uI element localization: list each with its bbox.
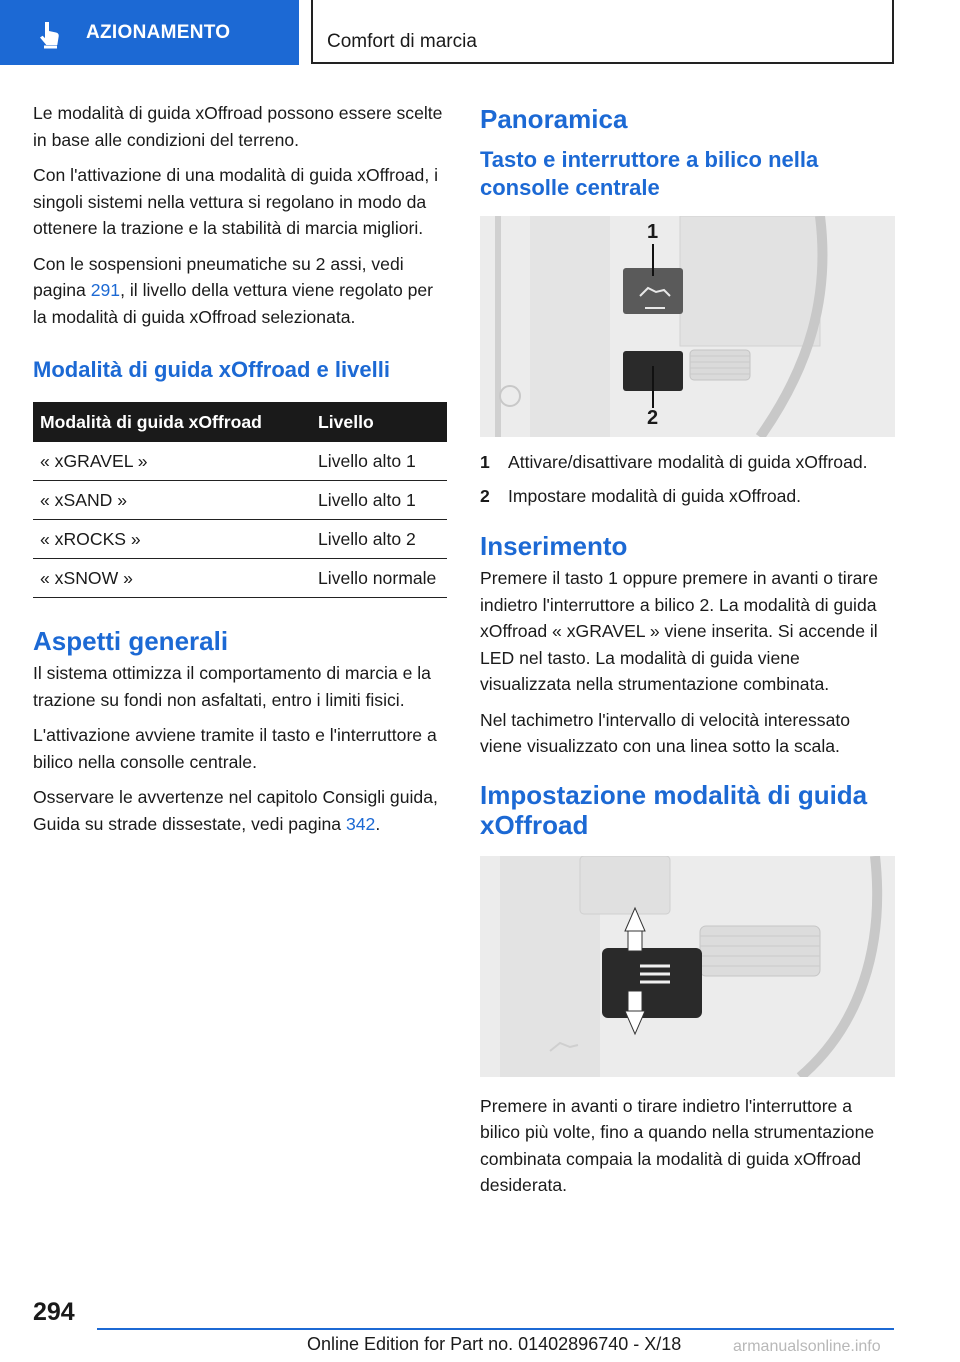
watermark: armanualsonline.info <box>733 1338 881 1355</box>
left-column <box>33 100 447 846</box>
list-item <box>480 483 895 510</box>
table-row <box>33 559 447 598</box>
callout-1: 1 <box>647 221 659 243</box>
general-text-end: . <box>375 813 381 834</box>
callout-2: 2 <box>647 407 659 429</box>
overview-heading: Panoramica <box>480 104 628 134</box>
general-heading: Aspetti generali <box>33 626 229 656</box>
general-paragraph-2: L'attivazione avviene tramite il tasto e l'interruttore a bilico nella consolle centrale. <box>33 725 437 772</box>
table-heading: Modalità di guida xOffroad e livelli <box>33 357 390 382</box>
setting-paragraph: Premere in avanti o tirare indietro l'interruttore a bilico più volte, fino a quando nella strumentazione combinata compaia la modalità di guida xOffroad desiderata. <box>480 1095 875 1195</box>
mode-table <box>33 402 447 598</box>
column-header-mode: Modalità di guida xOffroad <box>33 402 310 442</box>
table-row <box>33 481 447 520</box>
page-link-342[interactable]: 342 <box>345 813 376 834</box>
page-link-291[interactable]: 291 <box>90 280 121 300</box>
mode-cell: « xROCKS » <box>33 520 310 559</box>
level-cell: Livello alto 2 <box>310 520 447 559</box>
level-cell: Livello normale <box>310 559 447 598</box>
mode-cell: « xSNOW » <box>33 559 310 598</box>
switch-heading: Tasto e interruttore a bilico nella consolle centrale <box>480 147 819 200</box>
legend-list <box>480 449 895 509</box>
console-illustration <box>480 216 895 437</box>
suspension-paragraph <box>33 251 447 331</box>
legend-number: 1 <box>480 452 490 472</box>
chapter-tab[interactable] <box>0 0 299 65</box>
table-row <box>33 520 447 559</box>
section-header <box>311 0 894 64</box>
legend-text: Attivare/disattivare modalità di guida xOffroad. <box>508 452 868 472</box>
mode-cell: « xSAND » <box>33 481 310 520</box>
level-cell: Livello alto 1 <box>310 442 447 481</box>
level-cell: Livello alto 1 <box>310 481 447 520</box>
insert-heading: Inserimento <box>480 531 628 561</box>
list-item <box>480 449 895 476</box>
general-paragraph-1: Il sistema ottimizza il comportamento di marcia e la trazione su fondi non asfaltati, entro i limiti fisici. <box>33 663 431 710</box>
legend-number: 2 <box>480 485 490 506</box>
suspension-text-end: , il livello della vettura viene regolato per la modalità di guida xOffroad selezionata. <box>33 280 434 327</box>
edition-note: Online Edition for Part no. 01402896740 - X/18 <box>307 1334 682 1354</box>
table-row <box>33 442 447 481</box>
rocker-illustration <box>480 856 895 1077</box>
suspension-text: Con le sospensioni pneumatiche su 2 assi, vedi pagina <box>33 253 404 300</box>
general-paragraph-3 <box>33 784 447 837</box>
footer-divider <box>97 1328 894 1330</box>
pointing-hand-icon <box>34 19 64 49</box>
mode-cell: « xGRAVEL » <box>33 442 310 481</box>
insert-paragraph-1: Premere il tasto 1 oppure premere in avanti o tirare indietro l'interruttore a bilico 2. La modalità di guida xOffroad « xGRAVEL » viene inserita. Si accende il LED nel tasto. La modalità di guida viene visualizzata nella strumentazione combinata. <box>480 568 879 694</box>
page-number: 294 <box>33 1298 75 1326</box>
intro-paragraph-1: Le modalità di guida xOffroad possono essere scelte in base alle condizioni del terreno. <box>33 103 443 150</box>
chapter-title: AZIONAMENTO <box>86 22 231 43</box>
rocker-switch-figure <box>480 856 895 1077</box>
setting-heading: Impostazione modalità di guida xOffroad <box>480 779 868 840</box>
insert-paragraph-2: Nel tachimetro l'intervallo di velocità interessato viene visualizzato con una linea sotto la scala. <box>480 709 851 756</box>
general-text: Osservare le avvertenze nel capitolo Consigli guida, Guida su strade dissestate, vedi pagina <box>33 787 438 834</box>
intro-paragraph-2: Con l'attivazione di una modalità di guida xOffroad, i singoli sistemi nella vettura si regolano in modo da ottenere la trazione e la stabilità di marcia migliori. <box>33 165 438 238</box>
section-title: Comfort di marcia <box>327 31 477 52</box>
legend-text: Impostare modalità di guida xOffroad. <box>508 485 802 506</box>
right-column <box>480 100 895 1208</box>
table-header-row <box>33 402 447 442</box>
column-header-level: Livello <box>310 402 447 442</box>
console-switch-figure <box>480 216 895 437</box>
